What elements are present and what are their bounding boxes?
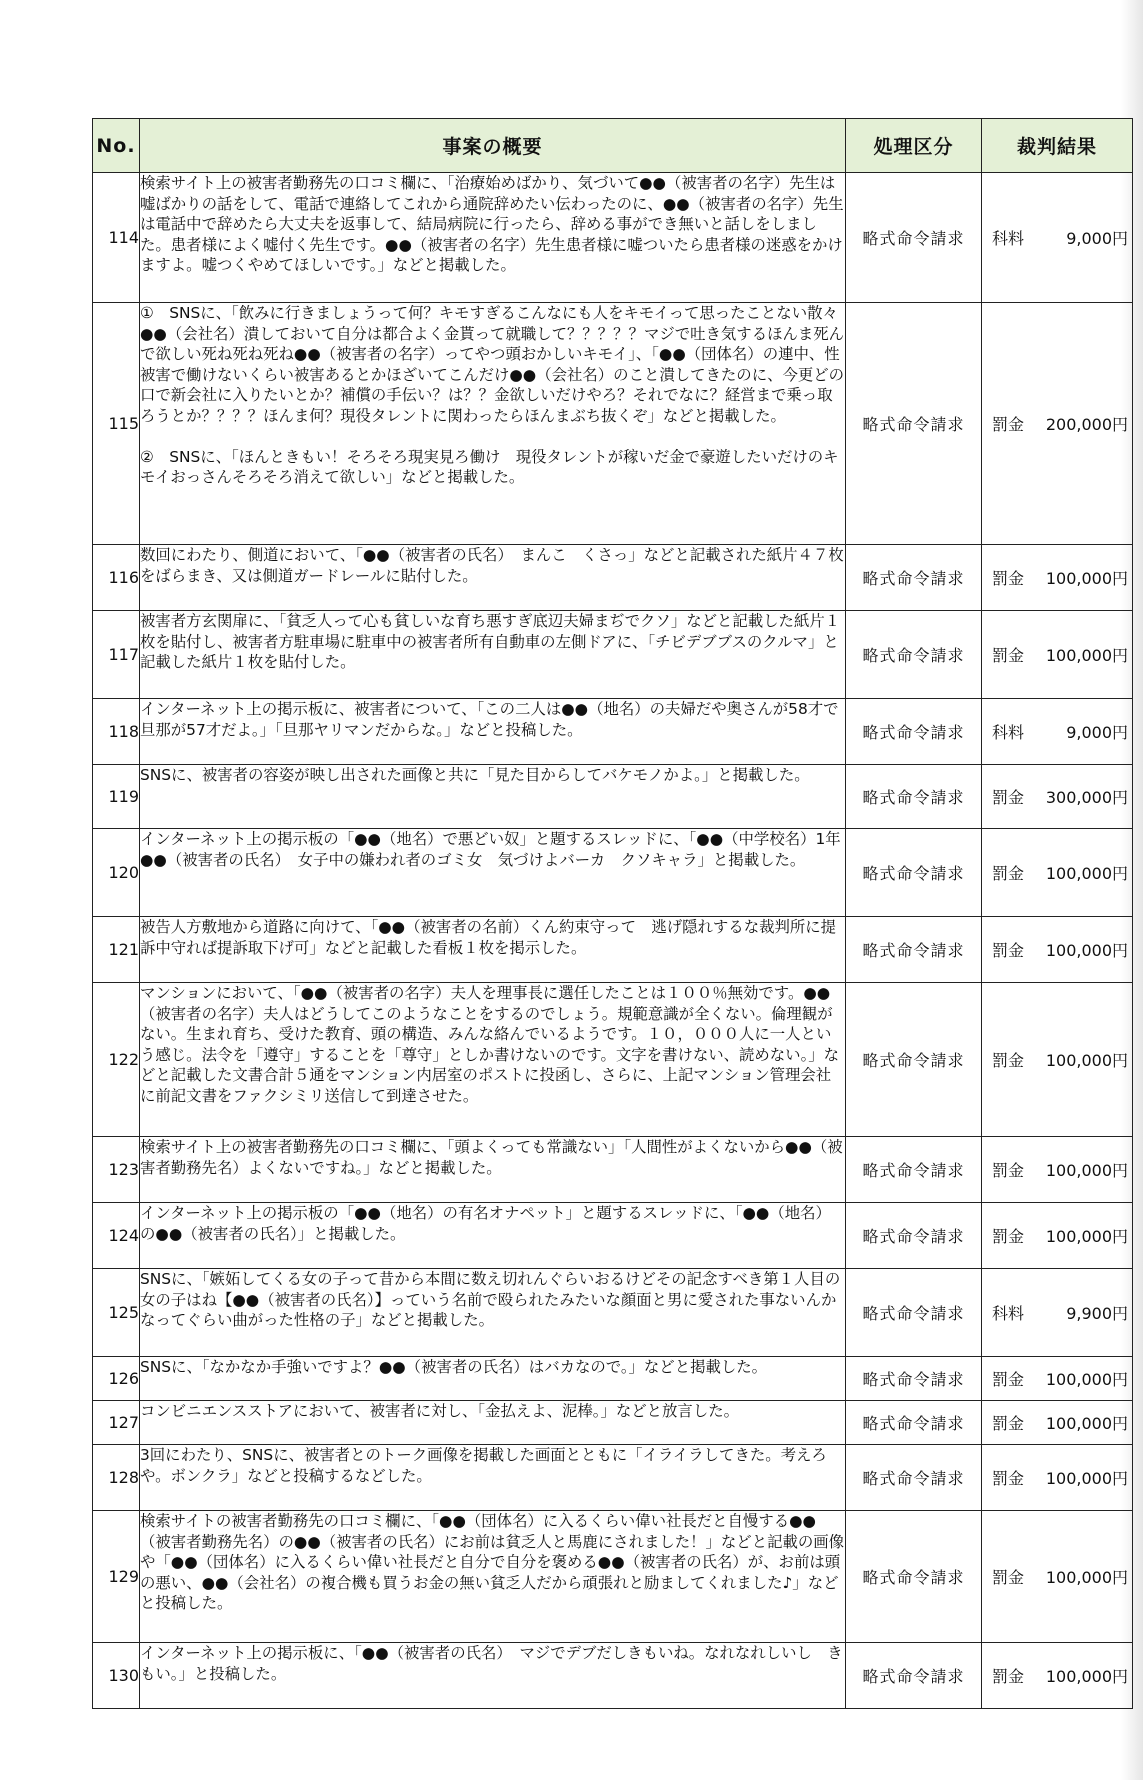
table-row bbox=[93, 611, 1133, 699]
processing-category: 略式命令請求 bbox=[846, 1357, 982, 1401]
penalty-amount: 100,000円 bbox=[1045, 646, 1128, 665]
penalty-amount: 100,000円 bbox=[1045, 864, 1128, 883]
table-header-row bbox=[93, 119, 1133, 173]
penalty-type: 罰金 bbox=[992, 1161, 1025, 1180]
processing-category: 略式命令請求 bbox=[846, 611, 982, 699]
judgment-result bbox=[982, 829, 1133, 917]
table-row bbox=[93, 983, 1133, 1137]
case-summary: インターネット上の掲示板に、被害者について、「この二人は●●（地名）の夫婦だや奥さんが58才で旦那が57才だよ。」「旦那ヤリマンだからな。」などと投稿した。 bbox=[140, 699, 846, 765]
case-number: 122 bbox=[93, 983, 140, 1137]
case-summary: 被害者方玄関扉に、「貧乏人って心も貧しいな育ち悪すぎ底辺夫婦まぢでクソ」などと記載した紙片１枚を貼付し、被害者方駐車場に駐車中の被害者所有自動車の左側ドアに、「チビデブブスのクルマ」と記載した紙片１枚を貼付した。 bbox=[140, 611, 846, 699]
case-summary: 検索サイトの被害者勤務先の口コミ欄に、「●●（団体名）に入るくらい偉い社長だと自慢する●●（被害者勤務先名）の●●（被害者の氏名）にお前は貧乏人と馬鹿にされました！」などと記載の画像や「●●（団体名）に入るくらい偉い社長だと自分で自分を褒める●●（被害者の氏名）が、お前は頭の悪い、●●（会社名）の複合機も買うお金の無い貧乏人だから頑張れと励ましてくれました♪」などと投稿した。 bbox=[140, 1511, 846, 1643]
judgment-result bbox=[982, 1137, 1133, 1203]
processing-category: 略式命令請求 bbox=[846, 1401, 982, 1445]
judgment-result bbox=[982, 1357, 1133, 1401]
penalty-type: 科料 bbox=[992, 1304, 1025, 1323]
case-number: 123 bbox=[93, 1137, 140, 1203]
processing-category: 略式命令請求 bbox=[846, 303, 982, 545]
processing-category: 略式命令請求 bbox=[846, 829, 982, 917]
penalty-amount: 9,000円 bbox=[1066, 723, 1128, 742]
case-summary: 検索サイト上の被害者勤務先の口コミ欄に、「頭よくっても常識ない」「人間性がよくないから●●（被害者勤務先名）よくないですね。」などと掲載した。 bbox=[140, 1137, 846, 1203]
penalty-type: 罰金 bbox=[992, 1414, 1025, 1433]
case-number: 121 bbox=[93, 917, 140, 983]
table-row bbox=[93, 765, 1133, 829]
case-number: 126 bbox=[93, 1357, 140, 1401]
penalty-type: 罰金 bbox=[992, 1370, 1025, 1389]
case-summary: コンビニエンスストアにおいて、被害者に対し、「金払えよ、泥棒。」などと放言した。 bbox=[140, 1401, 846, 1445]
case-number: 127 bbox=[93, 1401, 140, 1445]
penalty-type: 罰金 bbox=[992, 1227, 1025, 1246]
case-summary: 3回にわたり、SNSに、被害者とのトーク画像を掲載した画面とともに「イライラしてきた。考えろや。ボンクラ」などと投稿するなどした。 bbox=[140, 1445, 846, 1511]
judgment-result bbox=[982, 1203, 1133, 1269]
penalty-amount: 9,900円 bbox=[1066, 1304, 1128, 1323]
case-number: 115 bbox=[93, 303, 140, 545]
judgment-result bbox=[982, 1511, 1133, 1643]
penalty-type: 罰金 bbox=[992, 864, 1025, 883]
table-row bbox=[93, 1511, 1133, 1643]
penalty-type: 罰金 bbox=[992, 1667, 1025, 1686]
penalty-amount: 9,000円 bbox=[1066, 229, 1128, 248]
case-number: 116 bbox=[93, 545, 140, 611]
header-result: 裁判結果 bbox=[982, 119, 1133, 173]
table-row bbox=[93, 1401, 1133, 1445]
table-row bbox=[93, 545, 1133, 611]
penalty-amount: 100,000円 bbox=[1045, 1161, 1128, 1180]
penalty-type: 罰金 bbox=[992, 788, 1025, 807]
case-summary: インターネット上の掲示板の「●●（地名）の有名オナペット」と題するスレッドに、「●●（地名）の●●（被害者の氏名）」と掲載した。 bbox=[140, 1203, 846, 1269]
penalty-type: 科料 bbox=[992, 229, 1025, 248]
judgment-result bbox=[982, 1445, 1133, 1511]
processing-category: 略式命令請求 bbox=[846, 1203, 982, 1269]
table-row bbox=[93, 829, 1133, 917]
processing-category: 略式命令請求 bbox=[846, 1445, 982, 1511]
penalty-amount: 100,000円 bbox=[1045, 1414, 1128, 1433]
case-summary: 被告人方敷地から道路に向けて、「●●（被害者の名前）くん約束守って 逃げ隠れするな裁判所に提訴中守れば提訴取下げ可」などと記載した看板１枚を掲示した。 bbox=[140, 917, 846, 983]
case-number: 129 bbox=[93, 1511, 140, 1643]
table-row bbox=[93, 303, 1133, 545]
processing-category: 略式命令請求 bbox=[846, 983, 982, 1137]
table-row bbox=[93, 1137, 1133, 1203]
case-number: 114 bbox=[93, 173, 140, 303]
penalty-type: 罰金 bbox=[992, 646, 1025, 665]
table-row bbox=[93, 173, 1133, 303]
judgment-result bbox=[982, 1269, 1133, 1357]
table-row bbox=[93, 1357, 1133, 1401]
processing-category: 略式命令請求 bbox=[846, 1643, 982, 1709]
processing-category: 略式命令請求 bbox=[846, 173, 982, 303]
penalty-type: 罰金 bbox=[992, 415, 1025, 434]
table-body bbox=[93, 173, 1133, 1709]
judgment-result bbox=[982, 765, 1133, 829]
penalty-amount: 100,000円 bbox=[1045, 569, 1128, 588]
case-summary: SNSに、「なかなか手強いですよ？●●（被害者の氏名）はバカなので。」などと掲載した。 bbox=[140, 1357, 846, 1401]
penalty-amount: 100,000円 bbox=[1045, 1568, 1128, 1587]
judgment-result bbox=[982, 173, 1133, 303]
case-number: 130 bbox=[93, 1643, 140, 1709]
processing-category: 略式命令請求 bbox=[846, 1269, 982, 1357]
table-row bbox=[93, 917, 1133, 983]
case-summary: インターネット上の掲示板に、「●●（被害者の氏名） マジでデブだしきもいね。なれなれしいし きもい。」と投稿した。 bbox=[140, 1643, 846, 1709]
case-summary: マンションにおいて、「●●（被害者の名字）夫人を理事長に選任したことは１００％無効です。●●（被害者の名字）夫人はどうしてこのようなことをするのでしょう。規範意識が全くない。倫理観がない。生まれ育ち、受けた教育、頭の構造、みんな絡んでいるようです。１０，０００人に一人という感じ。法令を「遵守」することを「尊守」としか書けないのです。文字を書けない、読めない。」などと記載した文書合計５通をマンション内居室のポストに投函し、さらに、上記マンション管理会社に前記文書をファクシミリ送信して到達させた。 bbox=[140, 983, 846, 1137]
case-summary: ① SNSに、「飲みに行きましょうって何？キモすぎるこんなにも人をキモイって思ったことない散々●●（会社名）潰しておいて自分は都合よく金貰って就職して？？？？？マジで吐き気するほんま死んで欲しい死ね死ね死ね●●（被害者の名字）ってやつ頭おかしいキモイ」、「●●（団体名）の連中、性被害で働けないくらい被害あるとかほざいてこんだけ●●（会社名）のこと潰してきたのに、今更どの口で新会社に入りたいとか？補償の手伝い？は？？金欲しいだけやろ？それでなに？経営まで乗っ取ろうとか？？？？ほんま何？現役タレントに関わったらほんまぶち抜くぞ」などと掲載した。 ② SNSに、「ほんときもい！そろそろ現実見ろ働け 現役タレントが稼いだ金で豪遊したいだけのキモイおっさんそろそろ消えて欲しい」などと掲載した。 bbox=[140, 303, 846, 545]
penalty-type: 科料 bbox=[992, 723, 1025, 742]
case-number: 124 bbox=[93, 1203, 140, 1269]
penalty-amount: 100,000円 bbox=[1045, 1469, 1128, 1488]
header-no: No. bbox=[93, 119, 140, 173]
judgment-result bbox=[982, 983, 1133, 1137]
penalty-type: 罰金 bbox=[992, 1568, 1025, 1587]
penalty-type: 罰金 bbox=[992, 1469, 1025, 1488]
table-row bbox=[93, 1269, 1133, 1357]
table-row bbox=[93, 1643, 1133, 1709]
judgment-result bbox=[982, 917, 1133, 983]
judgment-result bbox=[982, 1643, 1133, 1709]
judgment-result bbox=[982, 1401, 1133, 1445]
case-summary: 検索サイト上の被害者勤務先の口コミ欄に、「治療始めばかり、気づいて●●（被害者の名字）先生は嘘ばかりの話をして、電話で連絡してこれから通院辞めたい伝わったのに、●●（被害者の名字）先生は電話中で辞めたら大丈夫を返事して、結局病院に行ったら、辞める事ができ無いと話しをしました。患者様によく嘘付く先生です。●●（被害者の名字）先生患者様に嘘ついたら患者様の迷惑をかけますよ。嘘つくやめてほしいです。」などと掲載した。 bbox=[140, 173, 846, 303]
penalty-type: 罰金 bbox=[992, 941, 1025, 960]
judgment-result bbox=[982, 611, 1133, 699]
penalty-amount: 100,000円 bbox=[1045, 1370, 1128, 1389]
processing-category: 略式命令請求 bbox=[846, 699, 982, 765]
case-number: 117 bbox=[93, 611, 140, 699]
table-row bbox=[93, 1445, 1133, 1511]
penalty-amount: 100,000円 bbox=[1045, 1227, 1128, 1246]
header-summary: 事案の概要 bbox=[140, 119, 846, 173]
case-summary: 数回にわたり、側道において、「●●（被害者の氏名） まんこ くさっ」などと記載された紙片４７枚をばらまき、又は側道ガードレールに貼付した。 bbox=[140, 545, 846, 611]
judgment-result bbox=[982, 303, 1133, 545]
case-number: 125 bbox=[93, 1269, 140, 1357]
processing-category: 略式命令請求 bbox=[846, 765, 982, 829]
penalty-amount: 100,000円 bbox=[1045, 1667, 1128, 1686]
case-number: 119 bbox=[93, 765, 140, 829]
judgment-result bbox=[982, 545, 1133, 611]
table-row bbox=[93, 1203, 1133, 1269]
processing-category: 略式命令請求 bbox=[846, 545, 982, 611]
case-number: 120 bbox=[93, 829, 140, 917]
case-table bbox=[92, 118, 1133, 1709]
case-number: 118 bbox=[93, 699, 140, 765]
penalty-amount: 100,000円 bbox=[1045, 1051, 1128, 1070]
processing-category: 略式命令請求 bbox=[846, 1511, 982, 1643]
penalty-amount: 300,000円 bbox=[1045, 788, 1128, 807]
judgment-result bbox=[982, 699, 1133, 765]
case-summary: SNSに、被害者の容姿が映し出された画像と共に「見た目からしてバケモノかよ。」と掲載した。 bbox=[140, 765, 846, 829]
processing-category: 略式命令請求 bbox=[846, 917, 982, 983]
case-summary: インターネット上の掲示板の「●●（地名）で悪どい奴」と題するスレッドに、「●●（中学校名）1年 ●●（被害者の氏名） 女子中の嫌われ者のゴミ女 気づけよバーカ クソキャラ」と掲載した。 bbox=[140, 829, 846, 917]
penalty-type: 罰金 bbox=[992, 569, 1025, 588]
header-category: 処理区分 bbox=[846, 119, 982, 173]
processing-category: 略式命令請求 bbox=[846, 1137, 982, 1203]
penalty-amount: 200,000円 bbox=[1045, 415, 1128, 434]
penalty-type: 罰金 bbox=[992, 1051, 1025, 1070]
case-number: 128 bbox=[93, 1445, 140, 1511]
penalty-amount: 100,000円 bbox=[1045, 941, 1128, 960]
case-summary: SNSに、「嫉妬してくる女の子って昔から本間に数え切れんぐらいおるけどその記念すべき第１人目の女の子はね【●●（被害者の氏名）】っていう名前で殴られたみたいな顔面と男に愛された事ないんかなってぐらい曲がった性格の子」などと掲載した。 bbox=[140, 1269, 846, 1357]
table-row bbox=[93, 699, 1133, 765]
